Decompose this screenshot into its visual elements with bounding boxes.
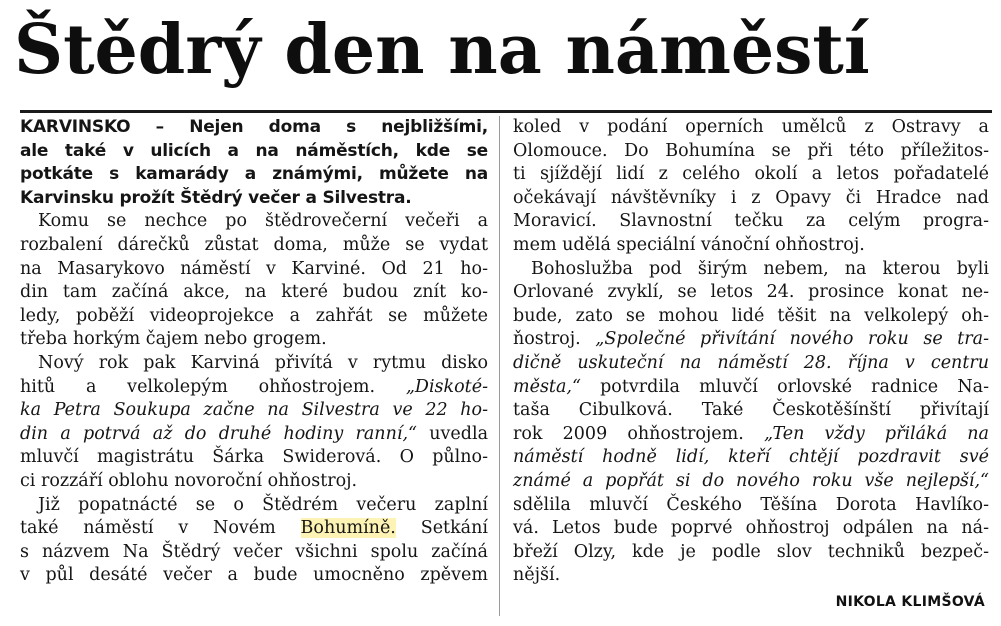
text-line: s názvem Na Štědrý večer všichni spolu začíná	[20, 541, 488, 562]
text-line	[20, 376, 488, 400]
headline: Štědrý den na náměstí	[14, 10, 870, 90]
headline-rule	[20, 110, 992, 113]
quote-fragment: města,“	[513, 376, 581, 397]
text-line: ti sjíždějí lidí z celého okolí a letos pořadatelé	[513, 164, 989, 185]
text-fragment: ňostroj.	[513, 329, 581, 350]
text-line	[20, 399, 488, 423]
text-line	[513, 328, 989, 352]
text-line: třeba horkým čajem nebo grogem.	[20, 329, 327, 350]
text-line: ci rozzáří oblohu novoroční ohňostroj.	[20, 470, 358, 491]
text-line: mem udělá speciální vánoční ohňostroj.	[513, 234, 865, 255]
text-line: Nový rok pak Karviná přivítá v rytmu disko	[38, 352, 488, 373]
quote-fragment: známé a popřát si do nového roku vše nejlepší,“	[513, 470, 989, 491]
column-divider	[499, 116, 500, 616]
lead-line: KARVINSKO – Nejen doma s nejbližšími,	[20, 117, 488, 137]
text-line: Olomouce. Do Bohumína se při této příležitos-	[513, 140, 989, 161]
text-line	[513, 376, 989, 400]
text-fragment: uvedla	[429, 423, 488, 444]
column-right	[513, 116, 989, 588]
text-line: taša Cibulková. Také Českotěšínští přivítají	[513, 400, 989, 421]
quote-fragment: „Diskoté-	[405, 376, 488, 397]
highlighted-word: Bohumíně.	[300, 518, 396, 539]
text-line	[513, 446, 989, 470]
text-line: Orlované zvyklí, se letos 24. prosince konat ne-	[513, 282, 989, 303]
text-line: sdělila mluvčí Českého Těšína Dorota Havlíko-	[513, 494, 989, 515]
text-line: rozbalení dárečků zůstat doma, může se vydat	[20, 234, 488, 255]
quote-fragment: ka Petra Soukupa začne na Silvestra ve 22 ho-	[20, 400, 488, 421]
quote-fragment: din a potrvá až do druhé hodiny ranní,“	[20, 423, 417, 444]
lead-line: potkáte s kamarády a známými, můžete na	[20, 164, 488, 185]
text-fragment: také náměstí v Novém	[20, 518, 276, 539]
text-line	[513, 470, 989, 494]
paragraph-koledy	[513, 116, 989, 258]
text-line: Již popatnácté se o Štědrém večeru zaplní	[38, 494, 488, 515]
text-line: na Masarykovo náměstí v Karviné. Od 21 ho-	[20, 258, 488, 279]
text-fragment: Setkání	[420, 518, 488, 539]
paragraph-new-year	[20, 352, 488, 494]
lead-line: ale také v ulicích a na náměstích, kde se	[20, 140, 488, 161]
author-byline: NIKOLA KLIMŠOVÁ	[835, 594, 985, 610]
text-line: koled v podání operních umělců z Ostravy a	[513, 117, 989, 137]
text-line: břeží Olzy, kde je podle slov techniků bezpeč-	[513, 541, 989, 562]
text-fragment: rok 2009 ohňostrojem.	[513, 423, 744, 444]
text-fragment: potvrdila mluvčí orlovské radnice Na-	[600, 376, 989, 397]
column-left	[20, 116, 488, 588]
text-line	[20, 423, 488, 447]
text-line: Komu se nechce po štědrovečerní večeři a	[38, 211, 488, 232]
text-line: bude, zato se mohou lidé těšit na velkolepý oh-	[513, 305, 989, 326]
text-line	[513, 352, 989, 376]
quote-fragment: náměstí hodně lidí, kteří chtějí pozdravit své	[513, 447, 989, 468]
text-line: Bohoslužba pod širým nebem, na kterou byli	[531, 258, 989, 279]
quote-fragment: „Společné přivítání nového roku se tra-	[595, 329, 989, 350]
paragraph-bohumin	[20, 494, 488, 588]
quote-fragment: „Ten vždy přiláká na	[764, 423, 989, 444]
text-line: nější.	[513, 565, 561, 586]
text-line	[20, 517, 488, 541]
quote-fragment: dičně uskuteční na náměstí 28. října v centru	[513, 352, 989, 373]
paragraph-karvina	[20, 210, 488, 352]
text-fragment: hitů a velkolepým ohňostrojem.	[20, 376, 376, 397]
text-line: Moravicí. Slavnostní tečku za celým progra-	[513, 211, 989, 232]
text-line: vá. Letos bude poprvé ohňostroj odpálen na ná-	[513, 518, 989, 539]
lead-paragraph	[20, 116, 488, 210]
text-line: očekávají návštěvníky i z Opavy či Hradce nad	[513, 187, 989, 208]
text-line: mluvčí magistrátu Šárka Swiderová. O půlno-	[20, 447, 488, 468]
text-line	[513, 423, 989, 447]
text-line: din tam začíná akce, na které budou znít ko-	[20, 282, 488, 303]
text-line: v půl desáté večer a bude umocněno zpěvem	[20, 565, 488, 586]
text-line: ledy, poběží videoprojekce a zahřát se můžete	[20, 305, 488, 326]
paragraph-orlova	[513, 258, 989, 588]
lead-line: Karvinsku prožít Štědrý večer a Silvestra.	[20, 187, 412, 208]
